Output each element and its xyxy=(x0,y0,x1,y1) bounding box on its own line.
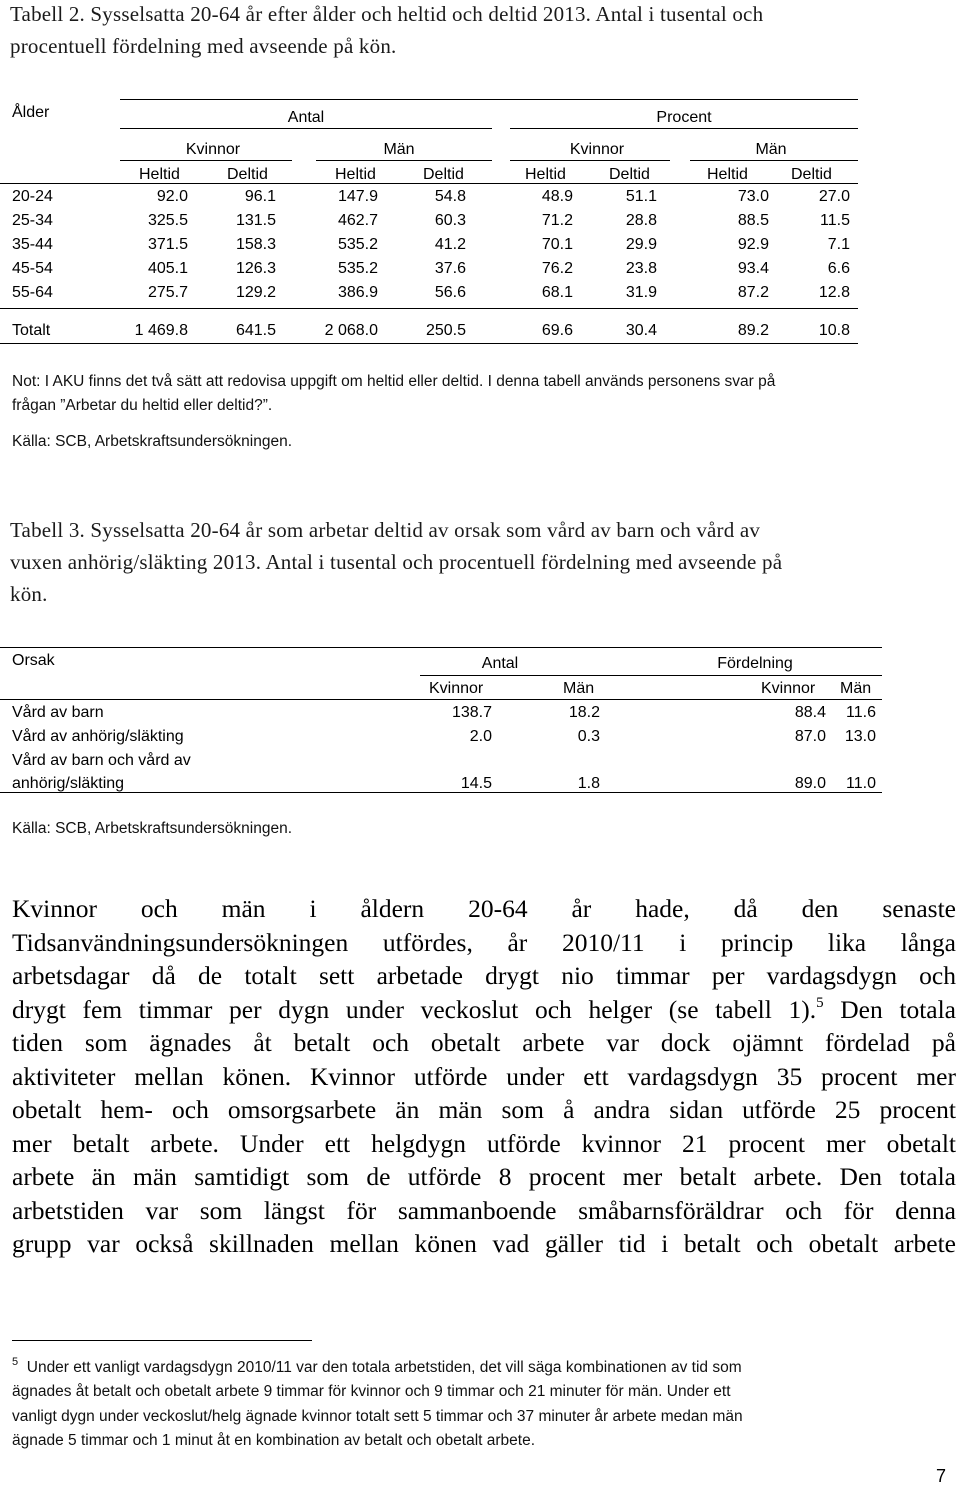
table2-col-heltid: Heltid xyxy=(139,166,180,183)
table2-cell: 275.7 xyxy=(147,284,188,301)
table3-cell: 2.0 xyxy=(469,728,492,745)
table2-sub-man-antal: Män xyxy=(383,141,415,158)
table2-total-cell: 641.5 xyxy=(235,322,276,339)
table2-cell: 11.5 xyxy=(820,212,850,229)
table2-cell: 23.8 xyxy=(625,260,657,277)
table3-row-label: anhörig/släkting xyxy=(12,775,125,792)
table2-cell: 535.2 xyxy=(337,236,378,253)
table2-sub-kvinnor-antal: Kvinnor xyxy=(185,141,241,158)
table3-caption-line: Tabell 3. Sysselsatta 20-64 år som arbetar deltid av orsak som vård av barn och vård av xyxy=(10,518,761,542)
table3-group-antal: Antal xyxy=(481,655,519,672)
table3-top-rule xyxy=(0,647,882,648)
table3-cell: 14.5 xyxy=(460,775,492,792)
table2-row-label: 25-34 xyxy=(12,212,53,229)
table3-group-fordelning: Fördelning xyxy=(717,655,793,672)
paragraph-line xyxy=(12,993,956,1027)
table3-row-label: Vård av anhörig/släkting xyxy=(12,728,184,745)
paragraph-line: arbete än män samtidigt som de utförde 8 procent mer betalt arbete. Den totala xyxy=(12,1162,956,1191)
table2-col-deltid: Deltid xyxy=(791,166,832,183)
table2-caption-line: procentuell fördelning med avseende på kön. xyxy=(10,34,397,58)
table2-note xyxy=(12,370,952,418)
table2-cell: 462.7 xyxy=(337,212,378,229)
table3-row-header: Orsak xyxy=(12,652,55,669)
table3-source: Källa: SCB, Arbetskraftsundersökningen. xyxy=(12,820,293,837)
table2-cell: 51.1 xyxy=(625,188,657,205)
page-number: 7 xyxy=(936,1466,947,1486)
table2-cell: 68.1 xyxy=(541,284,573,301)
table2-row-label: 45-54 xyxy=(12,260,53,277)
table2-bottom-rule xyxy=(0,343,858,344)
table2-cell: 96.1 xyxy=(244,188,276,205)
paragraph-line-tail: Den totala xyxy=(840,994,957,1024)
paragraph-line: tiden som ägnades åt betalt och obetalt arbete var dock ojämnt fördelad på xyxy=(12,1028,956,1057)
footnote-line xyxy=(12,1356,956,1380)
table2-source: Källa: SCB, Arbetskraftsundersökningen. xyxy=(12,433,293,450)
table2-cell: 386.9 xyxy=(337,284,378,301)
table3-cell: 89.0 xyxy=(794,775,826,792)
table3-cell: 87.0 xyxy=(794,728,826,745)
table3-row-label: Vård av barn och vård av xyxy=(12,752,191,769)
table2-row-label: 20-24 xyxy=(12,188,53,205)
table2-rule-sub xyxy=(510,160,670,161)
table2-caption-line: Tabell 2. Sysselsatta 20-64 år efter ålder och heltid och deltid 2013. Antal i tusental och xyxy=(10,2,764,26)
paragraph-line: mer betalt arbete. Under ett helgdygn utförde kvinnor 21 procent mer obetalt xyxy=(12,1128,956,1158)
footnote-text: Under ett vanligt vardagsdygn 2010/11 var den totala arbetstiden, det vill säga kombinationen av tid som xyxy=(26,1359,742,1376)
table2-cell: 76.2 xyxy=(541,260,573,277)
table2-rule-sub xyxy=(316,160,492,161)
table2-cell: 37.6 xyxy=(434,260,466,277)
table3-sub-kvinnor: Kvinnor xyxy=(761,680,816,697)
table3-sub-man: Män xyxy=(840,680,872,697)
table3-cell: 11.0 xyxy=(846,775,876,792)
table2-cell: 27.0 xyxy=(818,188,850,205)
footnote-line: vanligt dygn under veckoslut/helg ägnade kvinnor totalt sett 5 timmar och 37 minuter år arbete medan män xyxy=(12,1407,743,1425)
table2-cell: 371.5 xyxy=(147,236,188,253)
table3-sub-man: Män xyxy=(563,680,595,697)
table2-body-rule xyxy=(0,308,858,309)
table2-rule-procent xyxy=(510,128,858,129)
table2-cell: 535.2 xyxy=(337,260,378,277)
table2-cell: 71.2 xyxy=(541,212,573,229)
body-paragraph xyxy=(12,892,956,1261)
table3-cell: 1.8 xyxy=(577,775,600,792)
table2-cell: 48.9 xyxy=(541,188,573,205)
table2-cell: 60.3 xyxy=(434,212,466,229)
paragraph-line: Kvinnor och män i åldern 20-64 år hade, då den senaste xyxy=(12,894,956,923)
table2-total-cell: 2 068.0 xyxy=(324,322,378,339)
table2-total-cell: 250.5 xyxy=(425,322,466,339)
table3-cell: 88.4 xyxy=(794,704,826,721)
table2-cell: 70.1 xyxy=(541,236,573,253)
footnote-line: ägnades åt betalt och obetalt arbete 9 timmar för kvinnor och 9 timmar och 21 minuter för män. Under ett xyxy=(12,1383,731,1401)
table2-row-label: 35-44 xyxy=(12,236,53,253)
paragraph-line: obetalt hem- och omsorgsarbete än män som å andra sidan utförde 25 procent xyxy=(12,1095,956,1124)
table2-cell: 87.2 xyxy=(737,284,769,301)
table2-cell: 405.1 xyxy=(147,260,188,277)
table2-cell: 31.9 xyxy=(625,284,657,301)
table2-row-label: 55-64 xyxy=(12,284,53,301)
table3-sub-kvinnor: Kvinnor xyxy=(429,680,484,697)
paragraph-line: arbetsdagar då de totalt sett arbetade drygt nio timmar per vardagsdygn och xyxy=(12,961,956,990)
table2-total-cell: 89.2 xyxy=(737,322,769,339)
table3-header-rule xyxy=(0,699,882,700)
table2-col-deltid: Deltid xyxy=(227,166,268,183)
table2-rule-sub xyxy=(690,160,858,161)
table2-cell: 41.2 xyxy=(434,236,466,253)
table3-cell: 0.3 xyxy=(577,728,600,745)
table2-total-cell: 30.4 xyxy=(625,322,657,339)
table2-cell: 131.5 xyxy=(235,212,276,229)
table2-top-rule xyxy=(120,99,858,100)
table2-cell: 12.8 xyxy=(818,284,850,301)
paragraph-line: arbetstiden var som längst för sammanboende småbarnsföräldrar och för denna xyxy=(12,1195,956,1225)
table3-cell: 18.2 xyxy=(568,704,600,721)
table2-cell: 6.6 xyxy=(827,260,850,277)
table3-cell: 11.6 xyxy=(846,704,876,721)
table2-col-heltid: Heltid xyxy=(707,166,748,183)
table2-col-heltid: Heltid xyxy=(335,166,376,183)
table2-note-line: frågan ”Arbetar du heltid eller deltid?”. xyxy=(12,397,273,414)
table2-sub-kvinnor-procent: Kvinnor xyxy=(569,141,625,158)
table2-cell: 93.4 xyxy=(737,260,769,277)
table2-total-cell: 1 469.8 xyxy=(134,322,188,339)
table2-cell: 92.9 xyxy=(737,236,769,253)
paragraph-line: grupp var också skillnaden mellan könen vad gäller tid i betalt och obetalt arbete xyxy=(12,1229,956,1258)
footnote-ref[interactable]: 5 xyxy=(816,994,824,1011)
table2-header-rule xyxy=(0,183,858,184)
table2-cell: 147.9 xyxy=(337,188,378,205)
table2-row-header: Ålder xyxy=(12,104,50,121)
table2-col-deltid: Deltid xyxy=(423,166,464,183)
table2-col-heltid: Heltid xyxy=(525,166,566,183)
table2-cell: 129.2 xyxy=(235,284,276,301)
table2-total-label: Totalt xyxy=(12,322,51,339)
table3-group-rule xyxy=(420,675,882,676)
table3-caption xyxy=(10,514,940,610)
table2-cell: 29.9 xyxy=(625,236,657,253)
table2-note-line: Not: I AKU finns det två sätt att redovisa uppgift om heltid eller deltid. I denna tabell används personens svar på xyxy=(12,373,776,390)
table2-cell: 73.0 xyxy=(737,188,769,205)
table2-cell: 28.8 xyxy=(625,212,657,229)
table2-cell: 325.5 xyxy=(147,212,188,229)
footnote xyxy=(12,1356,956,1453)
footnote-line: ägnade 5 timmar och 1 minut åt en kombination av betalt och obetalt arbete. xyxy=(12,1431,536,1449)
table3-caption-line: vuxen anhörig/släkting 2013. Antal i tusental och procentuell fördelning med avseende på xyxy=(10,550,783,574)
table2-total-cell: 10.8 xyxy=(818,322,850,339)
table2-cell: 92.0 xyxy=(156,188,188,205)
table2-total-cell: 69.6 xyxy=(541,322,573,339)
table2-group-procent: Procent xyxy=(656,109,712,126)
table3-cell: 138.7 xyxy=(451,704,492,721)
table3-row-label: Vård av barn xyxy=(12,704,104,721)
table2-cell: 54.8 xyxy=(434,188,466,205)
table2-caption xyxy=(10,0,940,62)
table2-cell: 158.3 xyxy=(235,236,276,253)
table2-rule-antal xyxy=(120,128,492,129)
paragraph-line-text: drygt fem timmar per dygn under veckoslut och helger (se tabell 1). xyxy=(12,994,817,1024)
table3-caption-line: kön. xyxy=(10,582,48,606)
table2-cell: 88.5 xyxy=(737,212,769,229)
table2-sub-man-procent: Män xyxy=(755,141,787,158)
table2-cell: 56.6 xyxy=(434,284,466,301)
table3-cell: 13.0 xyxy=(844,728,876,745)
table2-rule-sub xyxy=(120,160,292,161)
paragraph-line: aktiviteter mellan könen. Kvinnor utförde under ett vardagsdygn 35 procent mer xyxy=(12,1061,956,1091)
table3-bottom-rule xyxy=(0,792,882,793)
paragraph-line: Tidsanvändningsundersökningen utfördes, år 2010/11 i princip lika långa xyxy=(12,927,956,957)
table2-cell: 7.1 xyxy=(827,236,850,253)
table2-group-antal: Antal xyxy=(287,109,325,126)
footnote-separator xyxy=(12,1340,312,1341)
footnote-number: 5 xyxy=(12,1356,19,1368)
table2-cell: 126.3 xyxy=(235,260,276,277)
table2-col-deltid: Deltid xyxy=(609,166,650,183)
